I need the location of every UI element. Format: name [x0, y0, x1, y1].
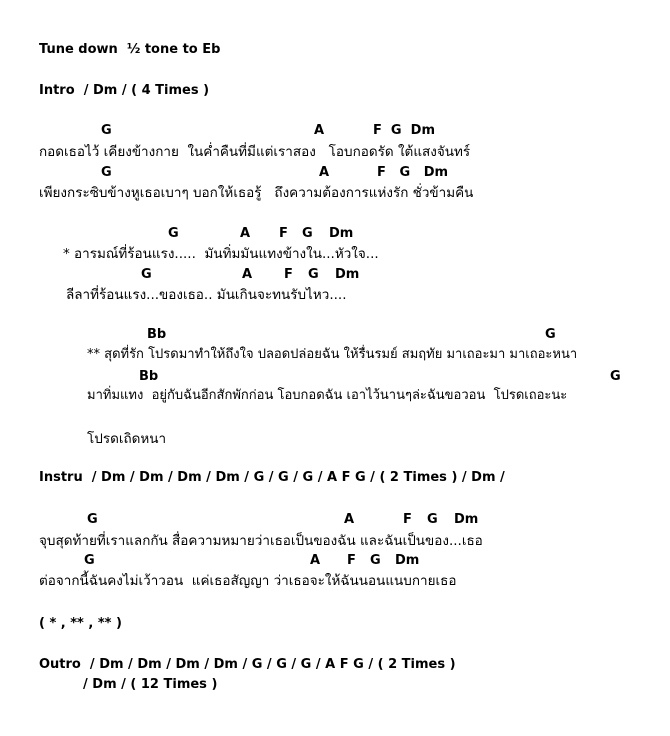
chord: G — [302, 226, 313, 241]
chord: G — [87, 512, 98, 527]
lyric-line: ** สุดที่รัก โปรดมาทำให้ถึงใจ ปลอดปล่อยฉัน ให้รื่นรมย์ สมฤทัย มาเถอะมา มาเถอะหนา — [87, 347, 578, 362]
chord: F G Dm — [373, 123, 435, 138]
chord: A — [242, 267, 253, 282]
chord: G — [141, 267, 152, 282]
lyric-line: กอดเธอไว้ เคียงข้างกาย ในค่ำคืนที่มีแต่เราสอง โอบกอดรัด ใต้แสงจันทร์ — [39, 144, 471, 160]
lyric-line: มาทิ่มแทง อยู่กับฉันอีกสักพักก่อน โอบกอดฉัน เอาไว้นานๆล่ะฉันขอวอน โปรดเถอะนะ — [87, 388, 568, 403]
chord: Dm — [395, 553, 420, 568]
lyric-line: ต่อจากนี้ฉันคงไม่เว้าวอน แค่เธอสัญญา ว่าเธอจะให้ฉันนอนแนบกายเธอ — [39, 573, 457, 589]
chord: Bb — [147, 327, 167, 342]
lyric-line: เพียงกระซิบข้างหูเธอเบาๆ บอกให้เธอรู้ ถึงความต้องการแห่งรัก ชั่วข้ามคืน — [39, 185, 474, 201]
chord: F — [284, 267, 293, 282]
chord: A — [344, 512, 355, 527]
instru-line: Instru / Dm / Dm / Dm / Dm / G / G / G / A F G / ( 2 Times ) / Dm / — [39, 470, 505, 485]
chord: G — [610, 369, 621, 384]
chord: A — [240, 226, 251, 241]
chord: F — [347, 553, 356, 568]
chord: G — [101, 165, 112, 180]
lyric-line: * อารมณ์ที่ร้อนแรง..... มันทิ่มมันแทงข้างใน...หัวใจ... — [63, 246, 379, 262]
chord: Dm — [329, 226, 354, 241]
chord: G — [308, 267, 319, 282]
chord: A — [310, 553, 321, 568]
chord: A — [314, 123, 325, 138]
chord: A — [319, 165, 330, 180]
chord: Dm — [335, 267, 360, 282]
outro-line-2: / Dm / ( 12 Times ) — [83, 677, 218, 692]
chord: F — [403, 512, 412, 527]
chord: G — [168, 226, 179, 241]
chord: G — [545, 327, 556, 342]
chord: F — [279, 226, 288, 241]
lyric-line: ลีลาที่ร้อนแรง...ของเธอ.. มันเกินจะทนรับไหว.... — [66, 287, 347, 303]
lyric-line: โปรดเถิดหนา — [87, 431, 167, 447]
chord: G — [370, 553, 381, 568]
chord: G — [101, 123, 112, 138]
intro-line: Intro / Dm / ( 4 Times ) — [39, 83, 210, 98]
chord: F G Dm — [377, 165, 449, 180]
tuning-note: Tune down ½ tone to Eb — [39, 42, 221, 57]
lyric-line: จุบสุดท้ายที่เราแลกกัน สื่อความหมายว่าเธอเป็นของฉัน และฉันเป็นของ...เธอ — [39, 533, 483, 549]
repeat-marker: ( * , ** , ** ) — [39, 616, 122, 631]
chord: G — [427, 512, 438, 527]
outro-line: Outro / Dm / Dm / Dm / Dm / G / G / G / A F G / ( 2 Times ) — [39, 657, 456, 672]
chord: Dm — [454, 512, 479, 527]
chord: Bb — [139, 369, 159, 384]
chord: G — [84, 553, 95, 568]
